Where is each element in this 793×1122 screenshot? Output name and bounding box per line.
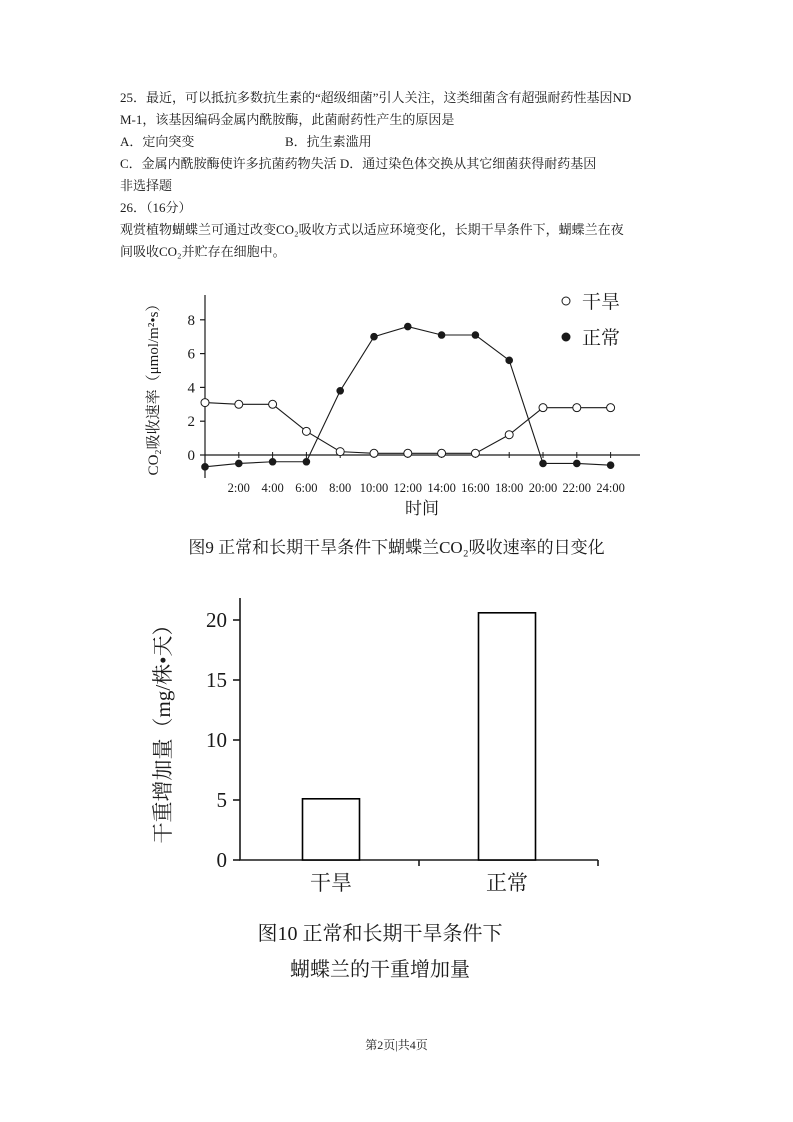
series-0-marker bbox=[505, 431, 513, 439]
legend-label-0: 干旱 bbox=[582, 292, 621, 313]
bar-0 bbox=[303, 799, 360, 860]
bar-label-1: 正常 bbox=[486, 871, 528, 895]
series-1-marker bbox=[236, 460, 243, 467]
q25-options-cd: C．金属内酰胺酶使许多抗菌药物失活 D．通过染色体交换从其它细菌获得耐药基因 bbox=[120, 156, 597, 171]
x-tick-label: 4:00 bbox=[261, 481, 284, 495]
series-0-marker bbox=[539, 404, 547, 412]
y-tick-label: 20 bbox=[206, 608, 227, 632]
x-tick-label: 20:00 bbox=[528, 481, 558, 495]
series-0-marker bbox=[471, 449, 479, 457]
bar-1 bbox=[479, 613, 536, 860]
series-1-marker bbox=[202, 464, 209, 471]
figure10-caption-line2: 蝴蝶兰的干重增加量 bbox=[290, 959, 470, 981]
legend-marker-0 bbox=[562, 297, 570, 305]
figure10-caption bbox=[140, 916, 620, 988]
x-tick-label: 12:00 bbox=[393, 481, 423, 495]
x-tick-label: 2:00 bbox=[227, 481, 250, 495]
series-1-marker bbox=[269, 458, 276, 465]
series-1-line bbox=[205, 327, 611, 467]
figure10-caption-line1: 图10 正常和长期干旱条件下 bbox=[257, 923, 503, 945]
x-tick-label: 22:00 bbox=[562, 481, 592, 495]
y-tick-label: 0 bbox=[187, 448, 195, 464]
figure9-caption: 图9 正常和长期干旱条件下蝴蝶兰CO₂吸收速率的日变化 bbox=[188, 538, 605, 557]
x-axis-title: 时间 bbox=[405, 499, 439, 518]
x-tick-label: 18:00 bbox=[494, 481, 524, 495]
x-tick-label: 6:00 bbox=[295, 481, 318, 495]
q25-option-b: B．抗生素滥用 bbox=[285, 134, 372, 149]
q25-options-ab bbox=[120, 131, 740, 153]
x-tick-label: 14:00 bbox=[427, 481, 456, 495]
series-1-marker bbox=[438, 332, 445, 339]
x-tick-label: 16:00 bbox=[461, 481, 490, 495]
series-0-marker bbox=[269, 400, 277, 408]
y-tick-label: 10 bbox=[206, 728, 227, 752]
series-0-marker bbox=[336, 448, 344, 456]
y-tick-label: 15 bbox=[206, 668, 227, 692]
y-axis-title: 干重增加量（mg/株•天） bbox=[151, 614, 175, 844]
series-1-marker bbox=[506, 357, 513, 364]
series-0-marker bbox=[438, 449, 446, 457]
series-0-marker bbox=[573, 404, 581, 412]
legend-marker-1 bbox=[562, 333, 570, 341]
x-tick-label: 8:00 bbox=[329, 481, 352, 495]
q25-line1: 25．最近，可以抵抗多数抗生素的“超级细菌”引人关注，这类细菌含有超强耐药性基因ND bbox=[120, 90, 632, 105]
bar-label-0: 干旱 bbox=[310, 871, 352, 895]
series-1-marker bbox=[540, 460, 547, 467]
series-1-marker bbox=[574, 460, 581, 467]
y-tick-label: 5 bbox=[216, 788, 227, 812]
y-tick-label: 4 bbox=[187, 380, 195, 397]
bar-chart-svg bbox=[140, 593, 620, 908]
series-0-marker bbox=[370, 449, 378, 457]
series-1-marker bbox=[337, 387, 344, 394]
x-tick-label: 10:00 bbox=[359, 481, 389, 495]
y-tick-label: 2 bbox=[187, 414, 195, 431]
series-0-line bbox=[205, 403, 611, 454]
q26-number: 26．（16分） bbox=[120, 200, 192, 215]
series-1-marker bbox=[371, 333, 378, 340]
q26-line2: 间吸收CO₂并贮存在细胞中。 bbox=[120, 244, 286, 259]
series-1-marker bbox=[472, 332, 479, 339]
y-tick-label: 0 bbox=[216, 848, 227, 872]
series-0-marker bbox=[404, 449, 412, 457]
y-axis-title: CO₂吸收速率（μmol/m²•s） bbox=[146, 296, 162, 476]
series-1-marker bbox=[607, 462, 614, 469]
legend-label-1: 正常 bbox=[582, 328, 621, 349]
y-tick-label: 6 bbox=[187, 346, 195, 363]
series-0-marker bbox=[607, 404, 615, 412]
series-1-marker bbox=[405, 323, 412, 330]
q25-line2: M-1，该基因编码金属内酰胺酶，此菌耐药性产生的原因是 bbox=[120, 112, 455, 127]
q25-option-a: A．定向突变 bbox=[120, 134, 195, 149]
question-text-block bbox=[120, 87, 740, 263]
series-0-marker bbox=[235, 400, 243, 408]
section-heading: 非选择题 bbox=[120, 178, 173, 193]
series-0-marker bbox=[302, 427, 310, 435]
series-1-marker bbox=[303, 458, 310, 465]
series-0-marker bbox=[201, 399, 209, 407]
line-chart-svg bbox=[130, 268, 675, 526]
x-tick-label: 24:00 bbox=[596, 481, 625, 495]
y-tick-label: 8 bbox=[187, 312, 195, 329]
page-footer: 第2页|共4页 bbox=[365, 1038, 428, 1052]
q26-line1: 观赏植物蝴蝶兰可通过改变CO₂吸收方式以适应环境变化，长期干旱条件下，蝴蝶兰在夜 bbox=[120, 222, 624, 237]
